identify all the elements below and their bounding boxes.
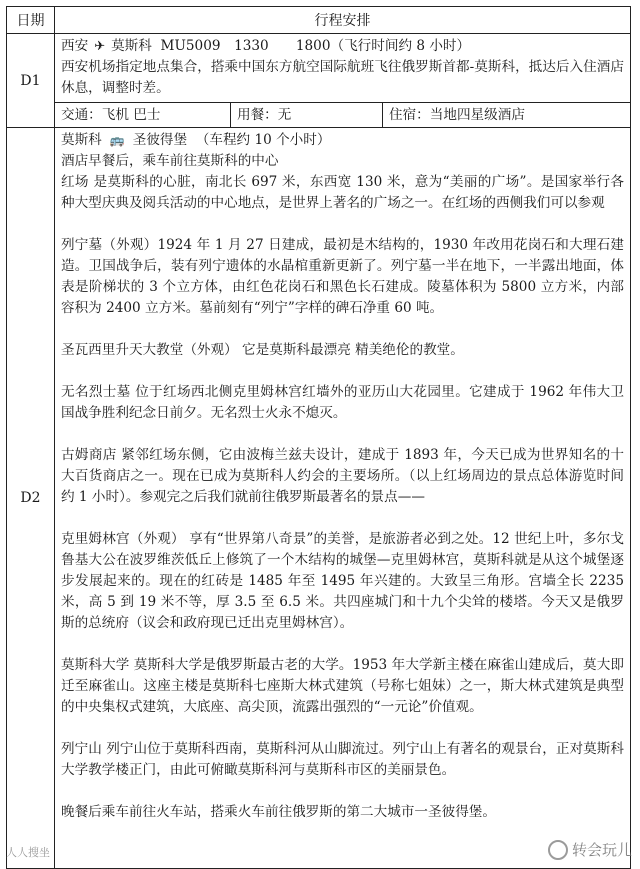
- day2-paragraph: 酒店早餐后，乘车前往莫斯科的中心: [61, 153, 279, 169]
- airplane-icon: ✈: [94, 39, 106, 54]
- day2-paragraph-red-square: 红场 是莫斯科的心脏，南北长 697 米，东西宽 130 米，意为“美丽的广场”。是国家举行各种大型庆典及阅兵活动的中心地点，是世界上著名的广场之一。在红场的西侧我们可以参观: [61, 174, 624, 211]
- day2-row: [7, 128, 631, 869]
- itinerary-table: [6, 6, 631, 869]
- day2-route-to: 圣彼得堡: [132, 132, 188, 148]
- watermark-text: 转会玩儿: [571, 841, 632, 859]
- day2-route-line: [61, 130, 624, 151]
- day1-description: 西安机场指定地点集合，搭乘中国东方航空国际航班飞往俄罗斯首都-莫斯科，抵达后入住酒店休息，调整时差。: [61, 59, 624, 96]
- bus-icon: 🚌: [109, 133, 125, 147]
- day1-transport: 交通：飞机 巴士: [55, 103, 231, 128]
- watermark: [548, 839, 632, 860]
- day1-row: [7, 34, 631, 103]
- day1-route-to: 莫斯科: [111, 38, 152, 54]
- day2-paragraph-lenin-mausoleum: 列宁墓（外观）1924 年 1 月 27 日建成，最初是木结构的，1930 年改用花岗石和大理石建造。卫国战争后，装有列宁遗体的水晶棺重新更新了。列宁墓一半在地下，一半露出地面，体表是阶梯状的 3 个立方体，由红色花岗石和黑色长石建成。陵墓体积为 5800 立方米，内部容积为 2400 立方米。墓前刻有“列宁”字样的碑石净重 60 吨。: [61, 237, 624, 316]
- day2-route-from: 莫斯科: [61, 132, 102, 148]
- day2-paragraph-kremlin: 克里姆林宫（外观） 享有“世界第八奇景”的美誉，是旅游者必到之处。12 世纪上叶，多尔戈鲁基大公在波罗维茨低丘上修筑了一个木结构的城堡—克里姆林宫，莫斯科就是从这个城堡逐步发展起来的。现在的红砖是 1485 年至 1495 年兴建的。大致呈三角形。宫墙全长 2235 米，高 5 到 19 米不等，厚 3.5 至 6.5 米。共四座城门和十九个尖耸的楼塔。今天又是俄罗斯的总统府（议会和政府现已迁出克里姆林宫）。: [61, 531, 624, 631]
- day1-content: [55, 34, 631, 103]
- day1-lodging: 住宿：当地四星级酒店: [383, 103, 631, 128]
- date-column-header: 日期: [7, 7, 55, 34]
- day1-flight-info: MU5009 1330 1800（飞行时间约 8 小时）: [160, 38, 471, 54]
- day2-paragraph-lenin-hills: 列宁山 列宁山位于莫斯科西南，莫斯科河从山脚流过。列宁山上有著名的观景台，正对莫斯科大学教学楼正门，由此可俯瞰莫斯科河与莫斯科市区的美丽景色。: [61, 741, 624, 778]
- corner-watermark-left: 人人搜坐: [6, 846, 50, 859]
- day2-label: D2: [7, 128, 55, 869]
- itinerary-page: [6, 6, 630, 864]
- day2-paragraph-moscow-university: 莫斯科大学 莫斯科大学是俄罗斯最古老的大学。1953 年大学新主楼在麻雀山建成后，莫大即迁至麻雀山。这座主楼是莫斯科七座斯大林式建筑（号称七姐妹）之一，斯大林式建筑是典型的中央集权式建筑，大底座、高尖顶，流露出强烈的“一元论”价值观。: [61, 657, 624, 715]
- day1-route-line: [61, 36, 624, 57]
- day1-meals: 用餐：无: [231, 103, 383, 128]
- day2-paragraph-st-basil: 圣瓦西里升天大教堂（外观） 它是莫斯科最漂亮 精美绝伦的教堂。: [61, 342, 464, 358]
- day2-content: [55, 128, 631, 869]
- table-header-row: [7, 7, 631, 34]
- plan-column-header: 行程安排: [55, 7, 631, 34]
- day1-label: D1: [7, 34, 55, 128]
- day1-route-from: 西安: [61, 38, 89, 54]
- day2-paragraph-evening: 晚餐后乘车前往火车站，搭乘火车前往俄罗斯的第二大城市一圣彼得堡。: [61, 804, 496, 820]
- day2-route-note: （车程约 10 个小时）: [195, 132, 331, 148]
- day2-paragraph-unknown-soldier: 无名烈士墓 位于红场西北侧克里姆林宫红墙外的亚历山大花园里。它建成于 1962 年伟大卫国战争胜利纪念日前夕。无名烈士火永不熄灭。: [61, 384, 624, 421]
- wechat-logo-icon: [548, 840, 568, 860]
- day1-details-row: [7, 103, 631, 128]
- day2-paragraph-gum: 古姆商店 紧邻红场东侧，它由波梅兰兹夫设计，建成于 1893 年，今天已成为世界知名的十大百货商店之一。现在已成为莫斯科人约会的主要场所。（以上红场周边的景点总体游览时间约 1 小时）。参观完之后我们就前往俄罗斯最著名的景点——: [61, 447, 624, 505]
